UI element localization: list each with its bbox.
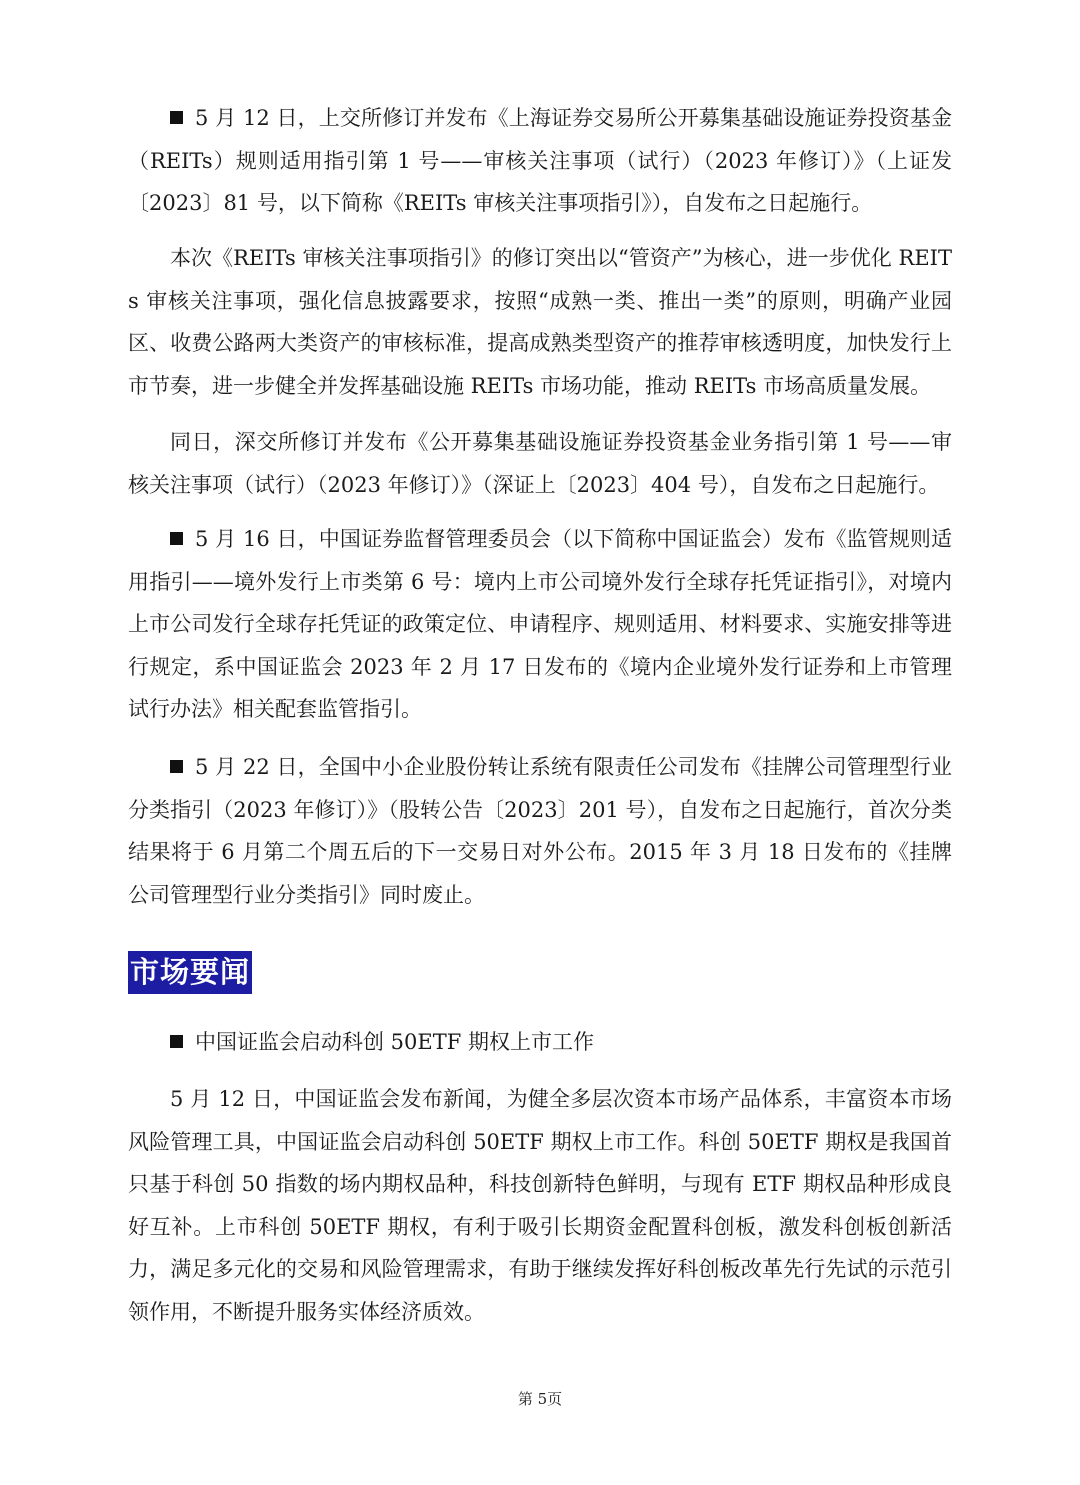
bullet-paragraph-csrc-gdr bbox=[128, 518, 952, 731]
bullet-paragraph-neeq bbox=[128, 746, 952, 916]
news-heading bbox=[128, 1021, 952, 1064]
news-body bbox=[128, 1078, 952, 1333]
section-title-market-news: 市场要闻 bbox=[128, 951, 252, 994]
square-bullet-icon bbox=[170, 111, 183, 124]
paragraph-text: 5 月 12 日，中国证监会发布新闻，为健全多层次资本市场产品体系，丰富资本市场风险管理工具，中国证监会启动科创 50ETF 期权上市工作。科创 50ETF 期权是我国首只基于科创 50 指数的场内期权品种，科技创新特色鲜明，与现有 ETF 期权品种形成良好互补。上市科创 50ETF 期权，有利于吸引长期资金配置科创板，激发科创板创新活力，满足多元化的交易和风险管理需求，有助于继续发挥好科创板改革先行先试的示范引领作用，不断提升服务实体经济质效。 bbox=[128, 1087, 952, 1324]
paragraph-text: 5 月 16 日，中国证券监督管理委员会（以下简称中国证监会）发布《监管规则适用指引——境外发行上市类第 6 号：境内上市公司境外发行全球存托凭证指引》，对境内上市公司发行全球存托凭证的政策定位、申请程序、规则适用、材料要求、实施安排等进行规定，系中国证监会 2023 年 2 月 17 日发布的《境内企业境外发行证券和上市管理试行办法》相关配套监管指引。 bbox=[128, 527, 952, 721]
paragraph-text: 同日，深交所修订并发布《公开募集基础设施证券投资基金业务指引第 1 号——审核关注事项（试行）（2023 年修订）》（深证上〔2023〕404 号），自发布之日起施行。 bbox=[128, 430, 952, 497]
bullet-paragraph-sse-reits bbox=[128, 97, 952, 225]
square-bullet-icon bbox=[170, 760, 183, 773]
square-bullet-icon bbox=[170, 1035, 183, 1048]
page-number: 第 5页 bbox=[517, 1390, 563, 1408]
square-bullet-icon bbox=[170, 532, 183, 545]
news-heading-text: 中国证监会启动科创 50ETF 期权上市工作 bbox=[195, 1030, 594, 1054]
paragraph-szse-revision bbox=[128, 421, 952, 506]
paragraph-text: 5 月 12 日，上交所修订并发布《上海证券交易所公开募集基础设施证券投资基金（REITs）规则适用指引第 1 号——审核关注事项（试行）（2023 年修订）》（上证发〔2023〕81 号，以下简称《REITs 审核关注事项指引》），自发布之日起施行。 bbox=[128, 106, 952, 215]
paragraph-reits-revision bbox=[128, 237, 952, 407]
paragraph-text: 本次《REITs 审核关注事项指引》的修订突出以“管资产”为核心，进一步优化 REITs 审核关注事项，强化信息披露要求，按照“成熟一类、推出一类”的原则，明确产业园区、收费公路两大类资产的审核标准，提高成熟类型资产的推荐审核透明度，加快发行上市节奏，进一步健全并发挥基础设施 REITs 市场功能，推动 REITs 市场高质量发展。 bbox=[128, 246, 952, 398]
paragraph-text: 5 月 22 日，全国中小企业股份转让系统有限责任公司发布《挂牌公司管理型行业分类指引（2023 年修订）》（股转公告〔2023〕201 号），自发布之日起施行，首次分类结果将于 6 月第二个周五后的下一交易日对外公布。2015 年 3 月 18 日发布的《挂牌公司管理型行业分类指引》同时废止。 bbox=[128, 755, 952, 907]
